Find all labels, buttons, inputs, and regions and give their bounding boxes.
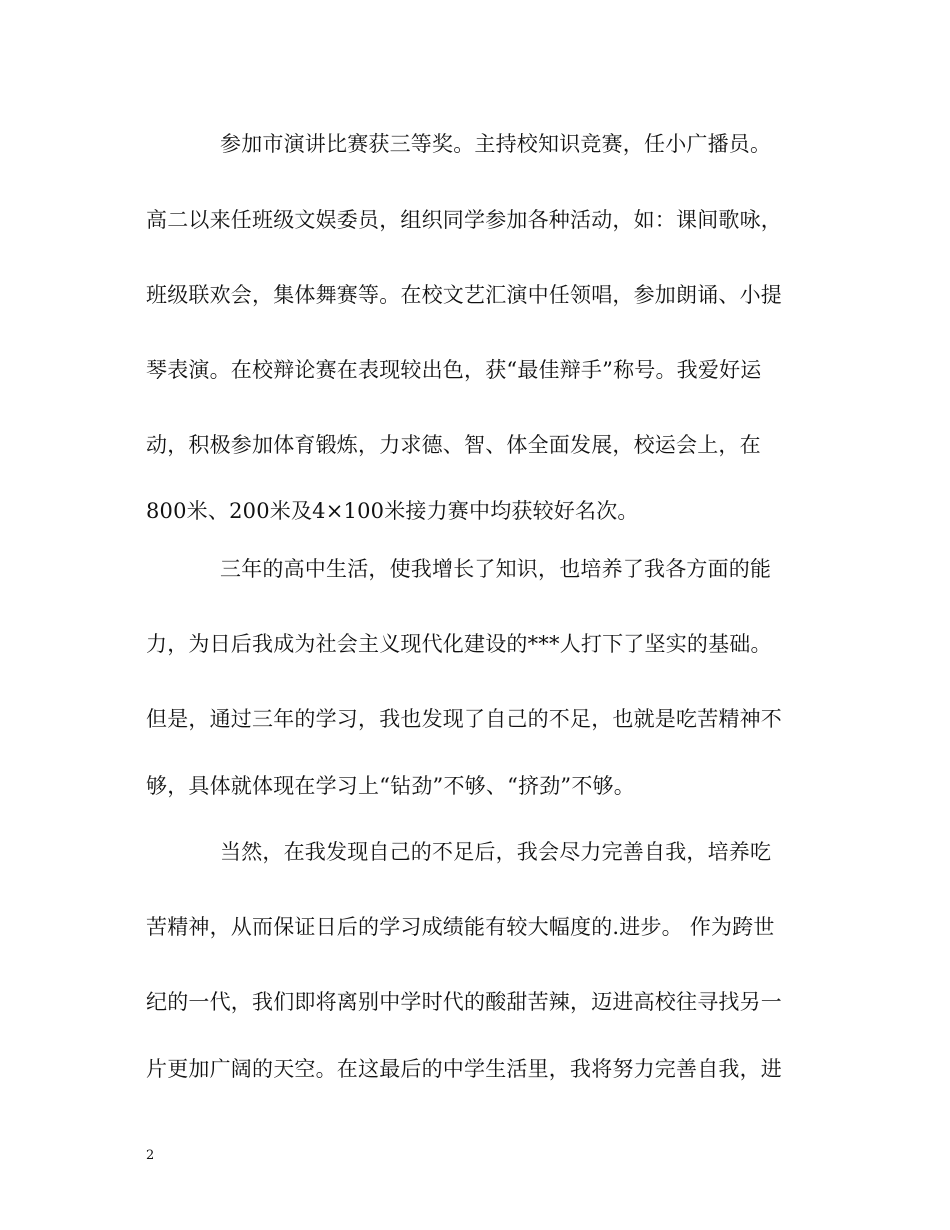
text-line: 三年的高中生活，使我增长了知识，也培养了我各方面的能 [220,557,772,581]
text-line: 苦精神，从而保证日后的学习成绩能有较大幅度的.进步。 作为跨世 [146,915,775,939]
text-line: 班级联欢会，集体舞赛等。在校文艺汇演中任领唱，参加朗诵、小提 [146,283,782,307]
text-line: 当然，在我发现自己的不足后，我会尽力完善自我，培养吃 [220,840,772,864]
text-line: 纪的一代，我们即将离别中学时代的酸甜苦辣，迈进高校往寻找另一 [146,990,782,1014]
text-line: 动，积极参加体育锻炼，力求德、智、体全面发展，校运会上，在 [146,433,761,457]
text-line: 高二以来任班级文娱委员，组织同学参加各种活动，如：课间歌咏， [146,208,782,232]
page-number: 2 [146,1148,155,1163]
text-line: 参加市演讲比赛获三等奖。主持校知识竞赛，任小广播员。 [220,132,772,156]
text-line: 力，为日后我成为社会主义现代化建设的***人打下了坚实的基础。 [146,632,772,656]
text-line: 够，具体就体现在学习上“钻劲”不够、“挤劲”不够。 [146,774,635,798]
text-line: 但是，通过三年的学习，我也发现了自己的不足，也就是吃苦精神不 [146,707,782,731]
text-line: 片更加广阔的天空。在这最后的中学生活里，我将努力完善自我，进 [146,1057,782,1081]
text-line: 800米、200米及4×100米接力赛中均获较好名次。 [146,499,639,523]
text-line: 琴表演。在校辩论赛在表现较出色，获“最佳辩手”称号。我爱好运 [146,358,762,382]
